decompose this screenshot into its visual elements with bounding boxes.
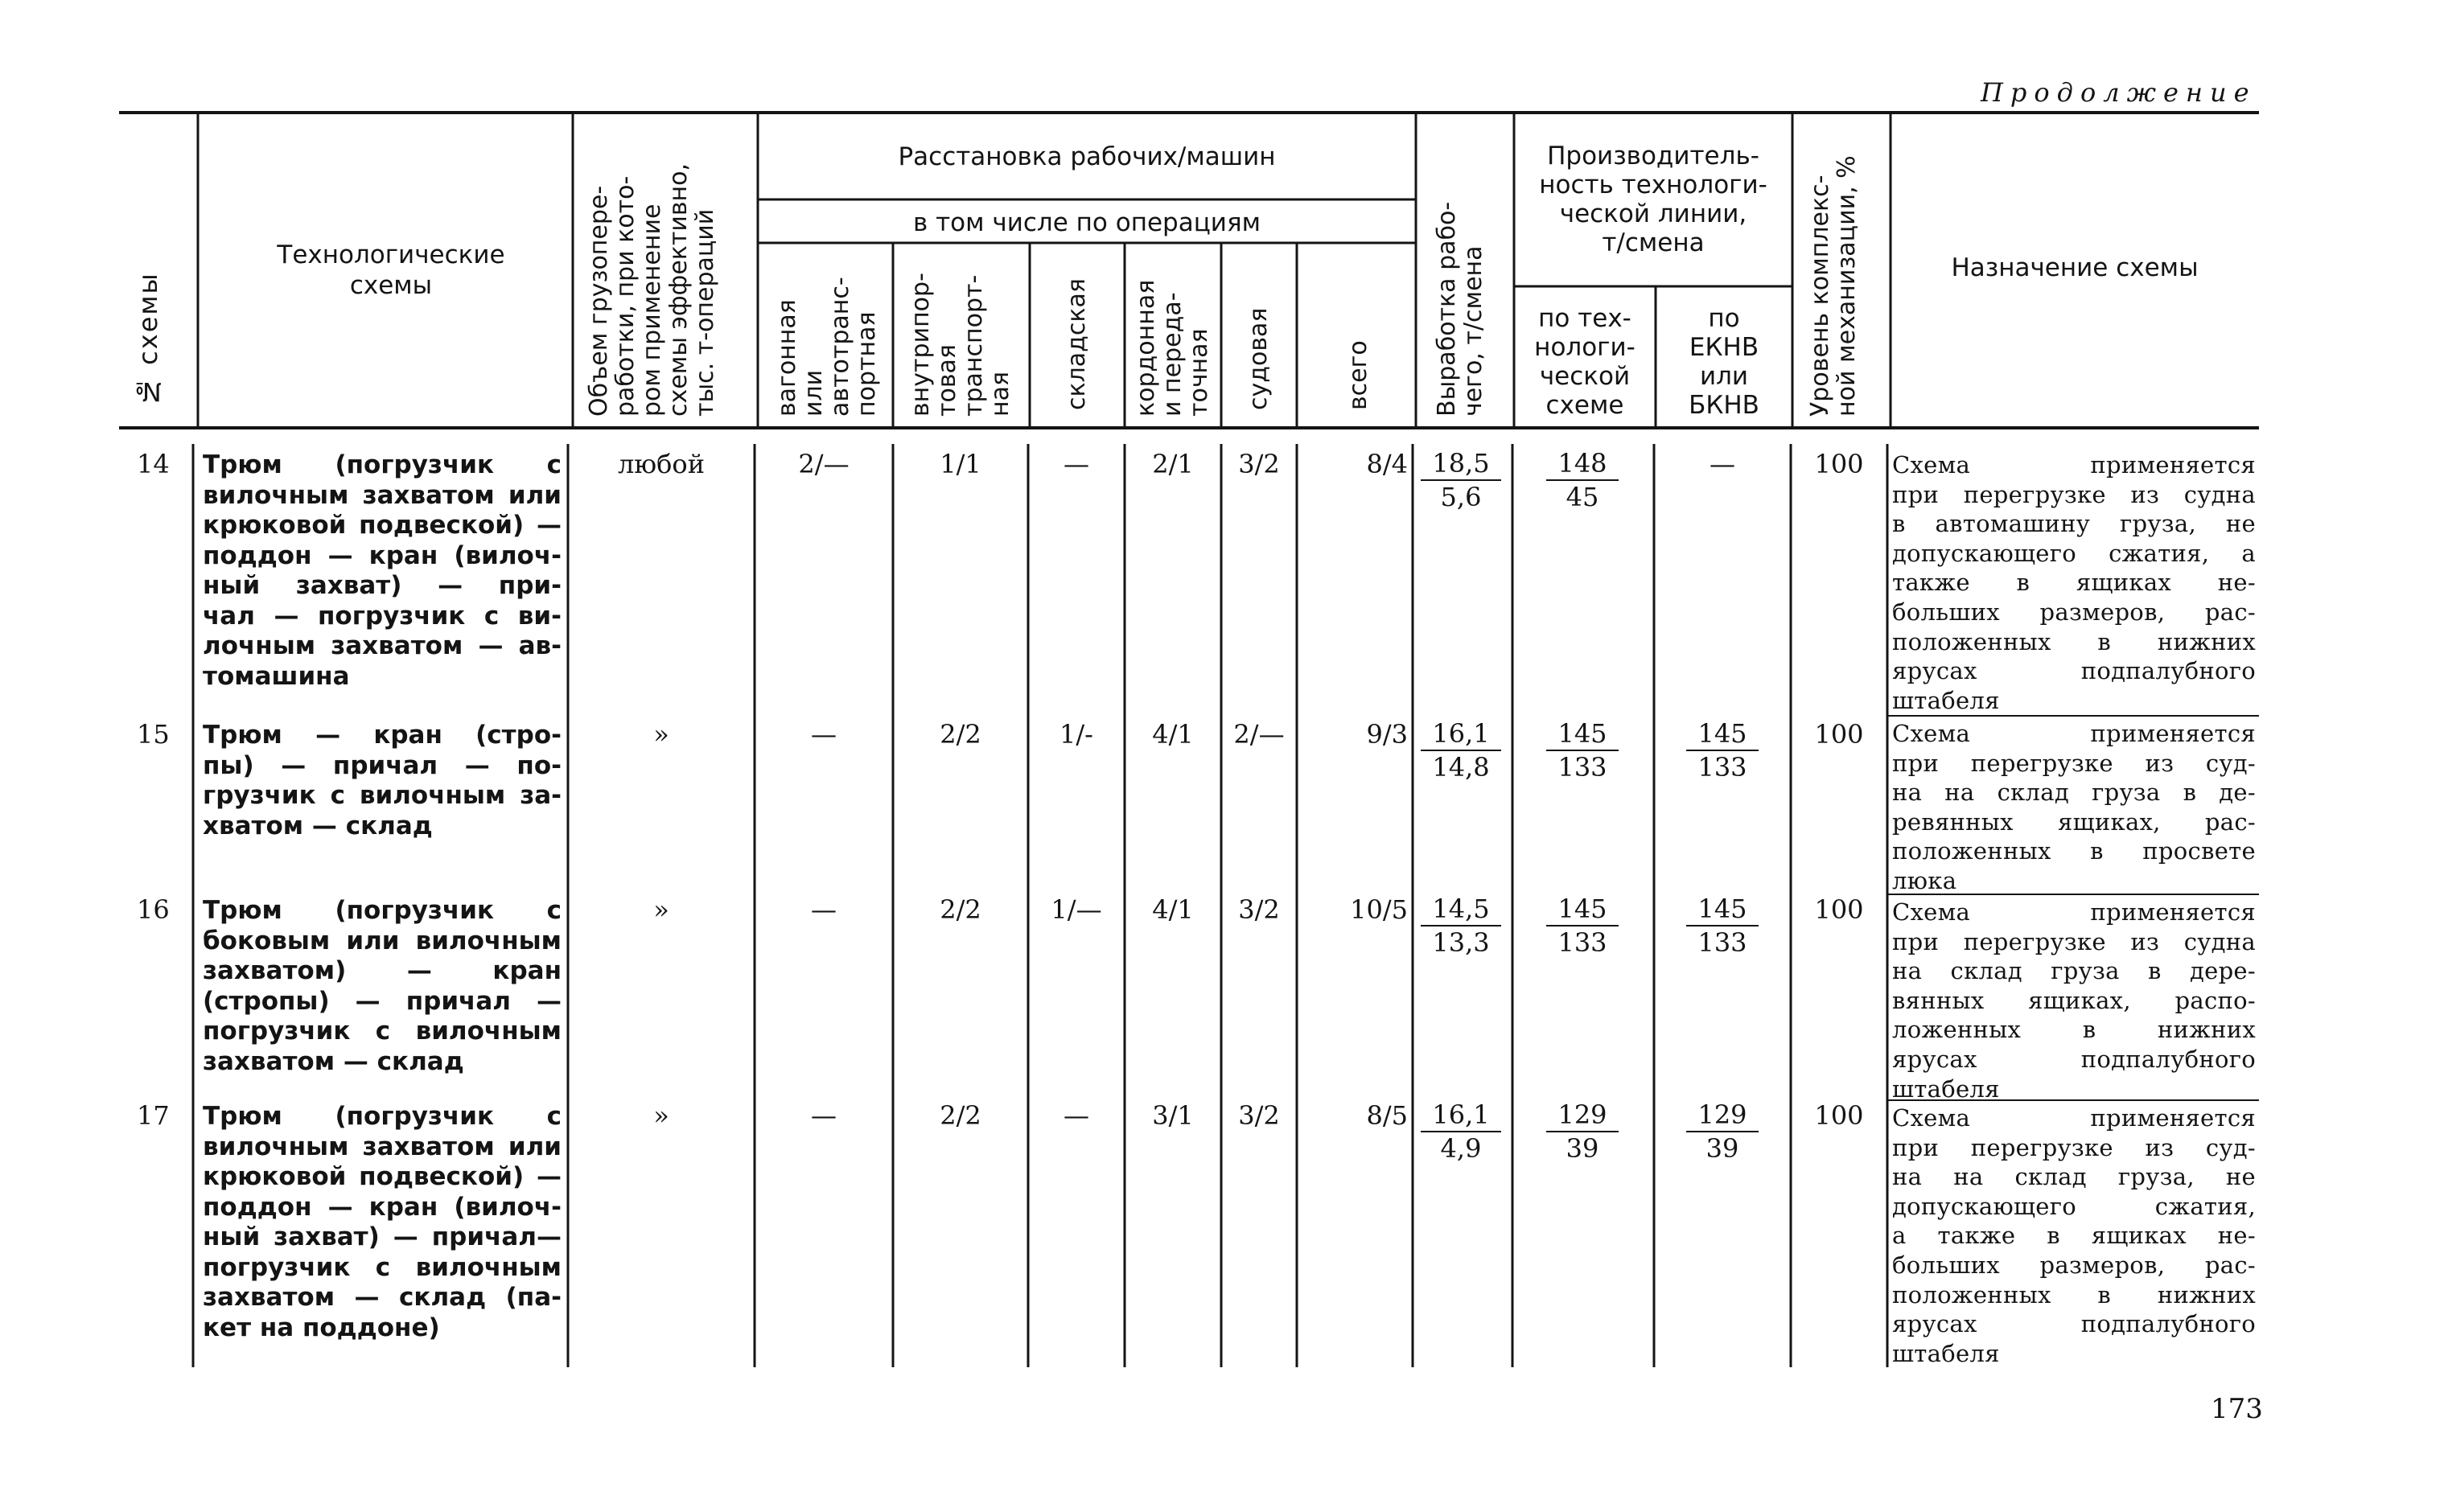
total-cell: 10/5 bbox=[1350, 894, 1408, 925]
col-header-scheme: Технологические схемы bbox=[277, 240, 505, 300]
output-fraction: $\frac{18,5}{5,6}$ bbox=[1421, 447, 1501, 513]
warehouse-cell: — bbox=[1064, 449, 1089, 479]
continuation-label: Продолжение bbox=[1981, 77, 2257, 108]
tech-productivity-fraction: $\frac{145}{133}$ bbox=[1546, 893, 1619, 959]
warehouse-cell: — bbox=[1064, 1100, 1089, 1131]
purpose-description: Схема применяется при перегрузке из суд- на на склад груза в де- ревянных ящиках, рас- положенных в просвете люка bbox=[1892, 720, 2256, 894]
tech-productivity-fraction: $\frac{129}{39}$ bbox=[1546, 1099, 1619, 1165]
col-header-by-operation: в том числе по операциям bbox=[913, 208, 1261, 237]
col-header-cordon: кордонная и переда- точная bbox=[1132, 279, 1213, 417]
wagon-cell: — bbox=[811, 1100, 837, 1131]
total-cell: 9/3 bbox=[1366, 719, 1408, 750]
inport-cell: 2/2 bbox=[940, 1100, 981, 1131]
mechanization-cell: 100 bbox=[1814, 1100, 1864, 1131]
volume-cell: » bbox=[653, 1100, 669, 1131]
output-fraction: $\frac{14,5}{13,3}$ bbox=[1421, 893, 1501, 959]
ship-cell: 3/2 bbox=[1238, 1100, 1280, 1131]
col-header-number: № схемы bbox=[133, 272, 163, 407]
wagon-cell: — bbox=[811, 894, 837, 925]
row-number: 16 bbox=[137, 894, 170, 925]
scheme-description: Трюм (погрузчик с вилочным захватом или крюковой подвеской) — поддон — кран (вилоч- ный захват) — причал— погрузчик с вилочным захватом — склад (па- кет на поддоне) bbox=[203, 1102, 562, 1342]
col-header-purpose: Назначение схемы bbox=[1951, 253, 2199, 282]
total-cell: 8/4 bbox=[1366, 449, 1408, 479]
inport-cell: 2/2 bbox=[940, 894, 981, 925]
col-header-placement: Расстановка рабочих/машин bbox=[898, 142, 1276, 171]
col-header-total: всего bbox=[1344, 340, 1372, 410]
cordon-cell: 3/1 bbox=[1152, 1100, 1194, 1131]
tech-productivity-fraction: $\frac{148}{45}$ bbox=[1546, 447, 1619, 513]
page-number: 173 bbox=[2211, 1393, 2263, 1425]
volume-cell: » bbox=[653, 719, 669, 750]
purpose-description: Схема применяется при перегрузке из суд- на на склад груза, не допускающего сжатия, а также в ящиках не- больших размеров, рас- положенных в нижних ярусах подпалубного штабеля bbox=[1892, 1104, 2256, 1367]
mechanization-cell: 100 bbox=[1814, 894, 1864, 925]
ekhv-productivity-fraction: $\frac{145}{133}$ bbox=[1686, 717, 1759, 783]
inport-cell: 2/2 bbox=[940, 719, 981, 750]
col-header-productivity: Производитель- ность технологи- ческой линии, т/смена bbox=[1539, 142, 1767, 257]
col-header-ship: судовая bbox=[1245, 307, 1273, 410]
mechanization-cell: 100 bbox=[1814, 719, 1864, 750]
col-header-output: Выработка рабо- чего, т/смена bbox=[1433, 201, 1487, 417]
purpose-description: Схема применяется при перегрузке из судна в автомашину груза, не допускающего сжатия, а также в ящиках не- больших размеров, рас- положенных в нижних ярусах подпалубного штабеля bbox=[1892, 451, 2256, 714]
volume-cell: любой bbox=[617, 449, 706, 479]
cordon-cell: 4/1 bbox=[1152, 894, 1194, 925]
ship-cell: 3/2 bbox=[1238, 449, 1280, 479]
col-header-by-tech: по тех- нологи- ческой схеме bbox=[1534, 304, 1636, 420]
purpose-description: Схема применяется при перегрузке из судна на склад груза в дере- вянных ящиках, распо- ложенных в нижних ярусах подпалубного штабеля bbox=[1892, 898, 2256, 1103]
ekhv-productivity-fraction: $\frac{129}{39}$ bbox=[1686, 1099, 1759, 1165]
volume-cell: » bbox=[653, 894, 669, 925]
ekhv-productivity-cell: — bbox=[1710, 449, 1735, 479]
inport-cell: 1/1 bbox=[940, 449, 981, 479]
wagon-cell: — bbox=[811, 719, 837, 750]
scheme-description: Трюм (погрузчик с боковым или вилочным захватом) — кран (стропы) — причал — погрузчик с вилочным захватом — склад bbox=[203, 896, 562, 1076]
output-fraction: $\frac{16,1}{4,9}$ bbox=[1421, 1099, 1501, 1165]
ship-cell: 2/— bbox=[1233, 719, 1285, 750]
ekhv-productivity-fraction: $\frac{145}{133}$ bbox=[1686, 893, 1759, 959]
col-header-volume: Объем грузопере- работки, при кото- ром применение схемы эффективно, тыс. т-операций bbox=[585, 162, 719, 417]
col-header-inport: внутрипор- товая транспорт- ная bbox=[907, 273, 1014, 417]
output-fraction: $\frac{16,1}{14,8}$ bbox=[1421, 717, 1501, 783]
col-header-warehouse: складская bbox=[1063, 278, 1091, 410]
scheme-description: Трюм (погрузчик с вилочным захватом или крюковой подвеской) — поддон — кран (вилоч- ный захват) — при- чал — погрузчик с ви- лочным захватом — ав- томашина bbox=[203, 450, 562, 691]
tech-productivity-fraction: $\frac{145}{133}$ bbox=[1546, 717, 1619, 783]
cordon-cell: 2/1 bbox=[1152, 449, 1194, 479]
col-header-wagon: вагонная или автотранс- портная bbox=[773, 277, 881, 417]
mechanization-cell: 100 bbox=[1814, 449, 1864, 479]
ship-cell: 3/2 bbox=[1238, 894, 1280, 925]
row-number: 14 bbox=[137, 449, 170, 479]
row-number: 15 bbox=[137, 719, 170, 750]
row-number: 17 bbox=[137, 1100, 170, 1131]
col-header-by-ekhv: по ЕКНВ или БКНВ bbox=[1689, 304, 1759, 420]
wagon-cell: 2/— bbox=[798, 449, 850, 479]
warehouse-cell: 1/- bbox=[1059, 719, 1093, 750]
total-cell: 8/5 bbox=[1366, 1100, 1408, 1131]
cordon-cell: 4/1 bbox=[1152, 719, 1194, 750]
col-header-mechanization: Уровень комплекс- ной механизации, % bbox=[1806, 155, 1861, 417]
warehouse-cell: 1/— bbox=[1051, 894, 1102, 925]
scheme-description: Трюм — кран (стро- пы) — причал — по- грузчик с вилочным за- хватом — склад bbox=[203, 721, 562, 840]
